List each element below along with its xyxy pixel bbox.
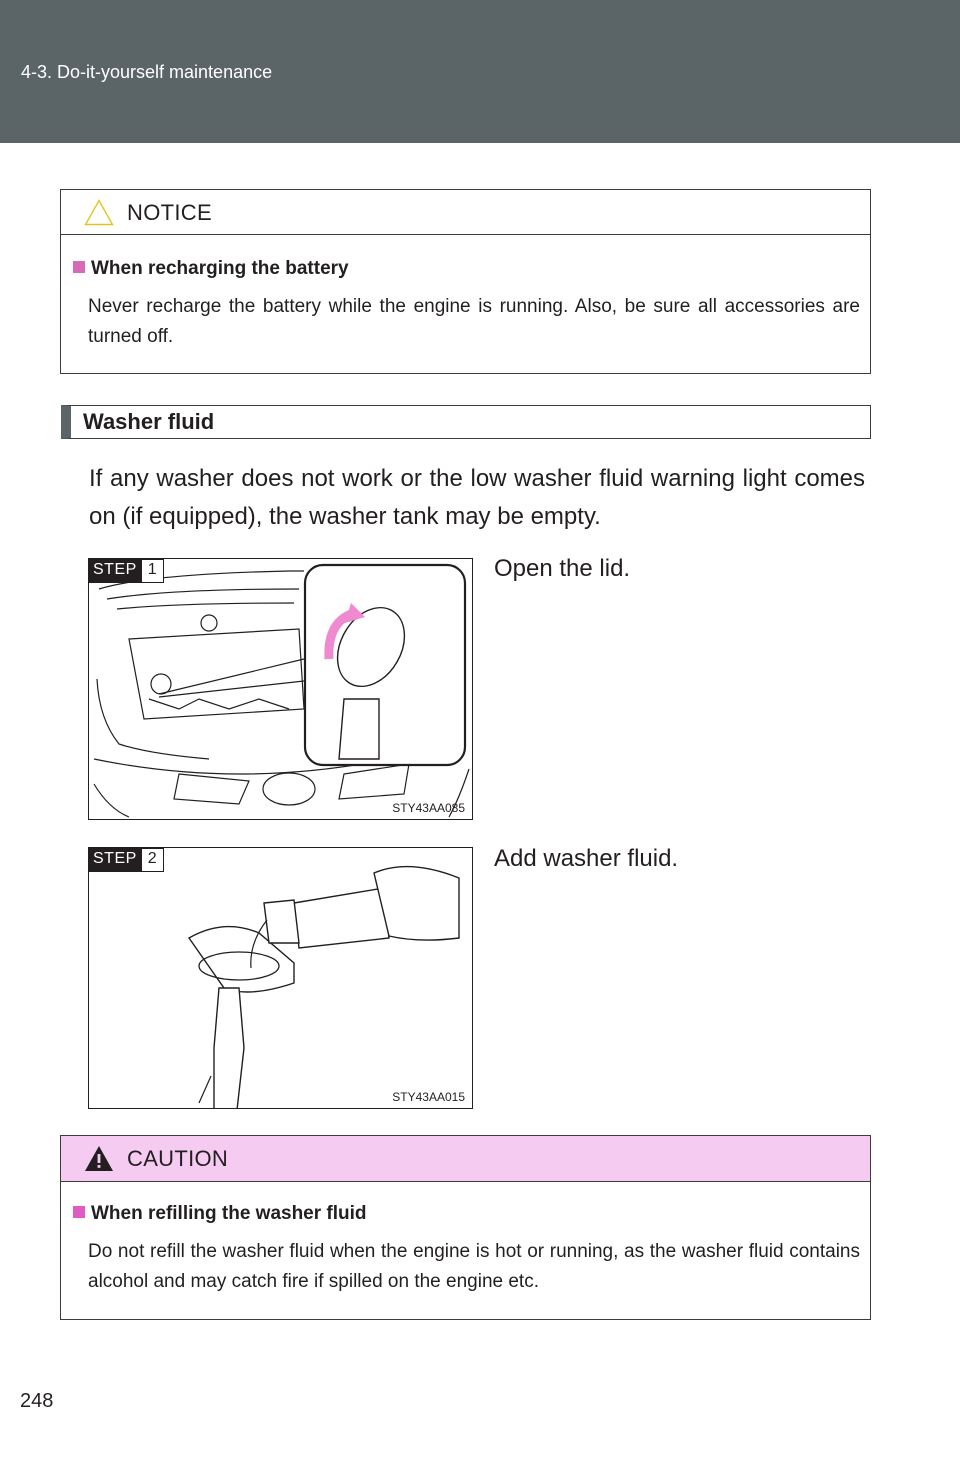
caution-box: [60, 1135, 871, 1320]
caution-bar: [61, 1136, 870, 1182]
section-heading: [61, 405, 871, 439]
section-intro: If any washer does not work or the low washer fluid warning light comes on (if equipped), the washer tank may be empty.: [89, 465, 865, 530]
caution-subheading: When refilling the washer fluid: [73, 1203, 367, 1225]
step-badge-2: [89, 848, 164, 872]
notice-box: [60, 189, 871, 374]
step-number: 1: [141, 559, 164, 583]
notice-subheading: When recharging the battery: [73, 258, 349, 280]
notice-label: NOTICE: [127, 200, 212, 225]
figure-code: STY43AA015: [392, 1090, 465, 1104]
step-label: STEP: [89, 848, 141, 872]
notice-text: Never recharge the battery while the engine is running. Also, be sure all accessories are turned off.: [88, 296, 860, 347]
caution-label: CAUTION: [127, 1146, 229, 1171]
figure-step-1: [88, 558, 473, 820]
bullet-square-icon: [73, 1206, 85, 1218]
step-number: 2: [141, 848, 164, 872]
bullet-square-icon: [73, 261, 85, 273]
section-breadcrumb: 4-3. Do-it-yourself maintenance: [21, 62, 273, 82]
step-1-description: Open the lid.: [494, 555, 631, 582]
figure-step-2: [88, 847, 473, 1109]
section-title: Washer fluid: [83, 409, 215, 434]
figure-code: STY43AA085: [392, 801, 465, 815]
engine-bay-illustration: [89, 559, 473, 820]
page-header: [0, 0, 960, 143]
caution-text: Do not refill the washer fluid when the engine is hot or running, as the washer fluid contains alcohol and may catch fire if spilled on the engine etc.: [88, 1241, 860, 1292]
page-number: 248: [20, 1390, 54, 1412]
washer-fluid-pouring-illustration: [89, 848, 473, 1109]
step-2-description: Add washer fluid.: [494, 845, 679, 872]
notice-bar: [61, 190, 870, 235]
warning-icon: [84, 1145, 114, 1172]
step-label: STEP: [89, 559, 141, 583]
warning-outline-icon: [84, 199, 114, 226]
step-badge-1: [89, 559, 164, 583]
